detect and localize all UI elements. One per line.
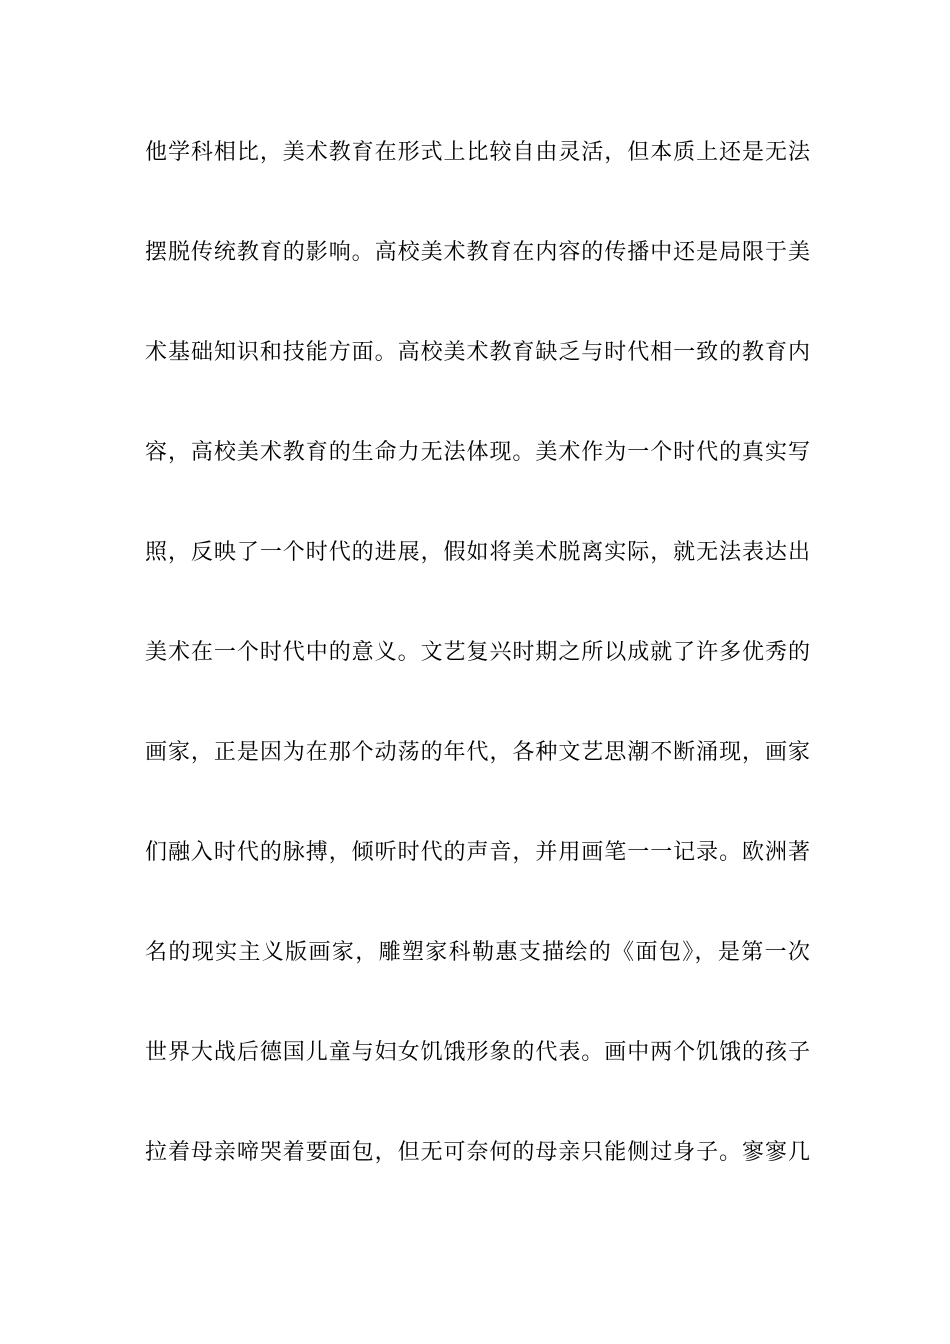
text-line: 世界大战后德国儿童与妇女饥饿形象的代表。画中两个饥饿的孩子 [145,1040,810,1065]
text-line: 们融入时代的脉搏，倾听时代的声音，并用画笔一一记录。欧洲著 [145,840,810,865]
text-line: 容，高校美术教育的生命力无法体现。美术作为一个时代的真实写 [145,440,810,465]
text-line: 照，反映了一个时代的进展，假如将美术脱离实际，就无法表达出 [145,540,810,565]
text-line: 画家，正是因为在那个动荡的年代，各种文艺思潮不断涌现，画家 [145,740,810,765]
text-line: 拉着母亲啼哭着要面包，但无可奈何的母亲只能侧过身子。寥寥几 [145,1140,810,1165]
text-line: 术基础知识和技能方面。高校美术教育缺乏与时代相一致的教育内 [145,340,810,365]
text-line: 名的现实主义版画家，雕塑家科勒惠支描绘的《面包》，是第一次 [145,940,810,965]
text-line: 摆脱传统教育的影响。高校美术教育在内容的传播中还是局限于美 [145,240,810,265]
body-paragraph [145,130,810,1230]
text-line: 美术在一个时代中的意义。文艺复兴时期之所以成就了许多优秀的 [145,640,810,665]
text-line: 他学科相比，美术教育在形式上比较自由灵活，但本质上还是无法 [145,140,810,165]
